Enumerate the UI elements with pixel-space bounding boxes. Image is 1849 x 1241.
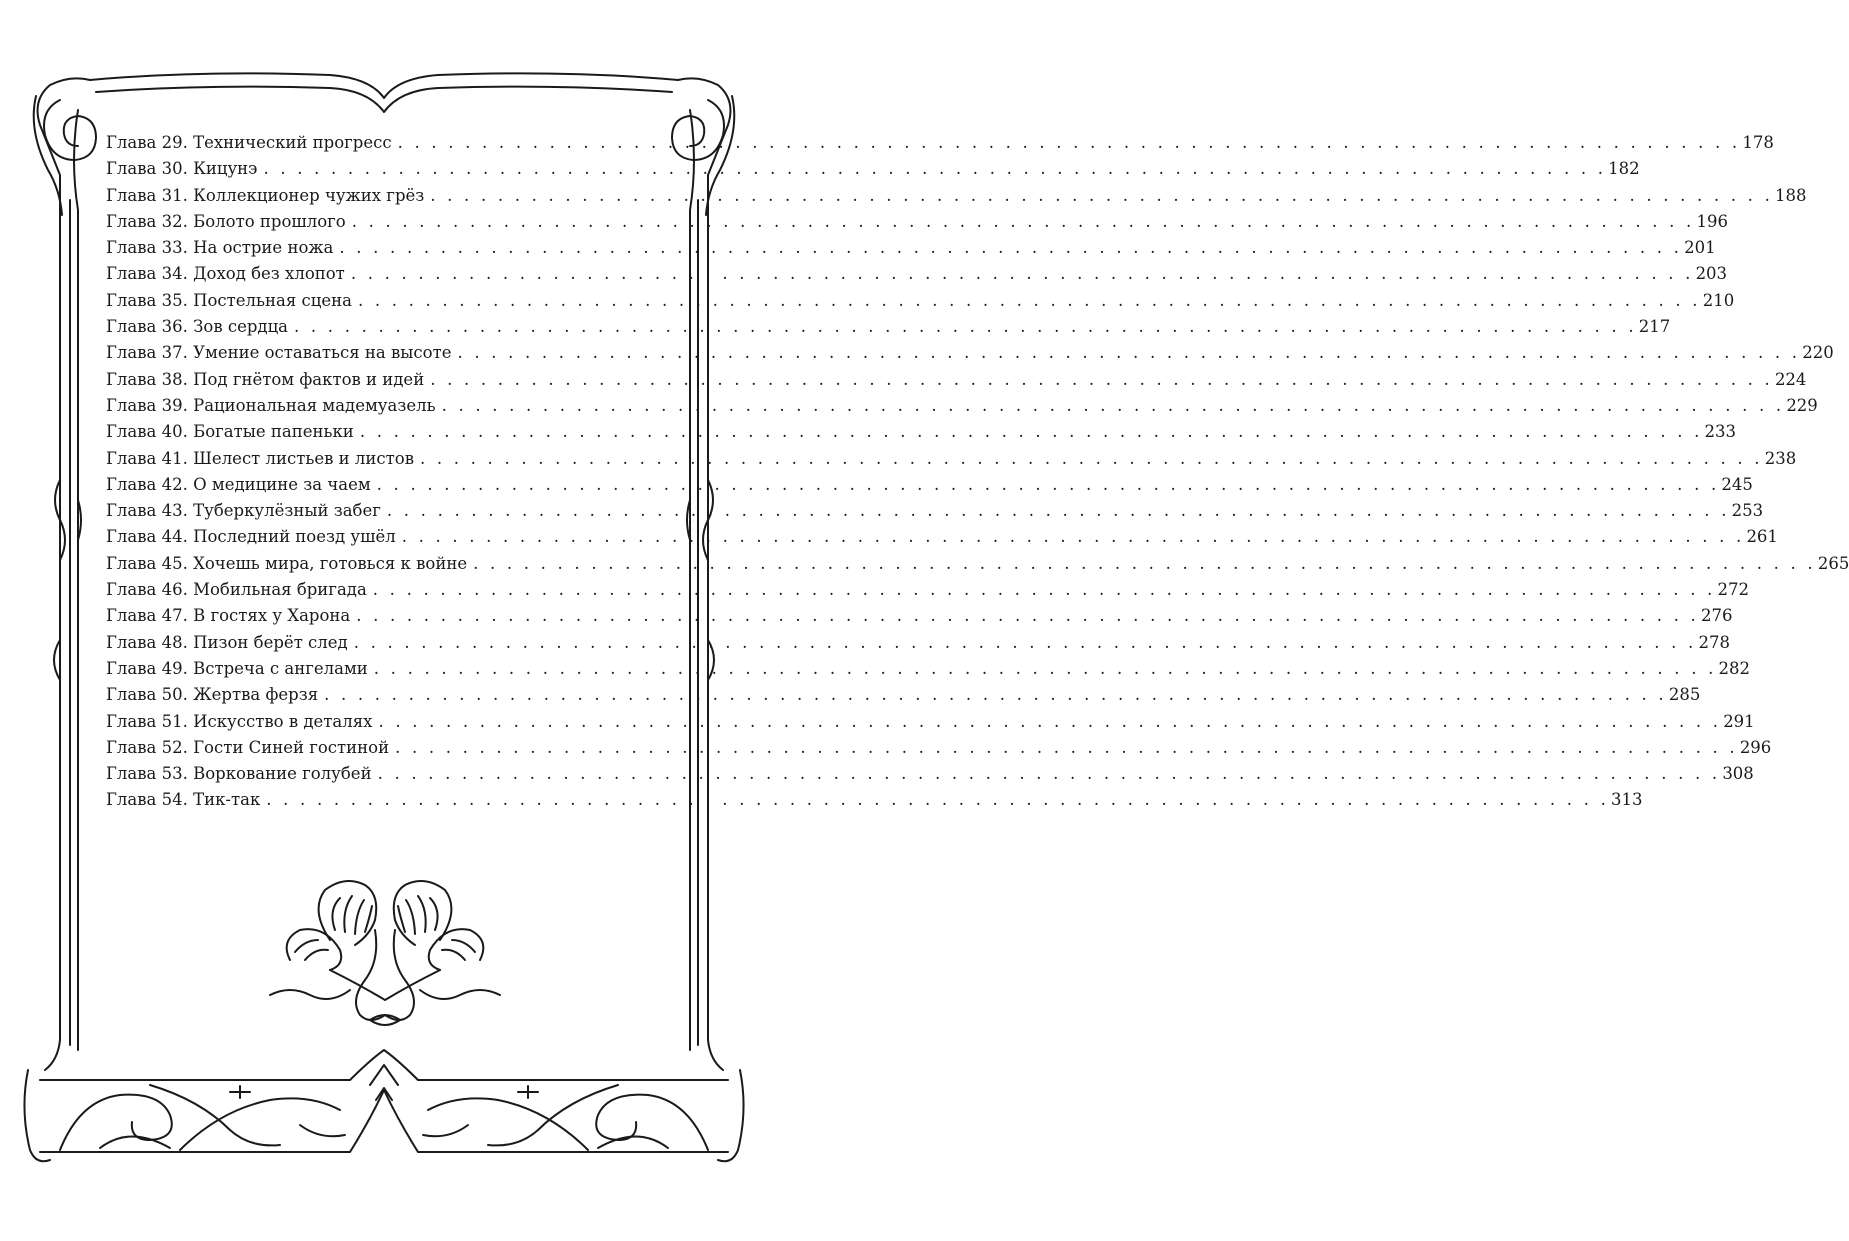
- toc-leader-dots: . . . . . . . . . . . . . . . . . . . . . . . . . . . . . . . . . . . . . . . . . . . . . . . . . . . . . . . . . . . . . . . . . . . . . . . . . . . . . . . .: [294, 317, 1637, 337]
- toc-entry: [106, 130, 1774, 156]
- toc-leader-dots: . . . . . . . . . . . . . . . . . . . . . . . . . . . . . . . . . . . . . . . . . . . . . . . . . . . . . . . . . . . . . . . . . . . . . . . . . . . . . . . .: [420, 448, 1763, 468]
- toc-leader-dots: . . . . . . . . . . . . . . . . . . . . . . . . . . . . . . . . . . . . . . . . . . . . . . . . . . . . . . . . . . . . . . . . . . . . . . . . . . . . . . . .: [386, 501, 1730, 521]
- toc-entry: [106, 761, 1754, 787]
- toc-leader-dots: . . . . . . . . . . . . . . . . . . . . . . . . . . . . . . . . . . . . . . . . . . . . . . . . . . . . . . . . . . . . . . . . . . . . . . . . . . . . . . . .: [357, 290, 1701, 310]
- toc-entry-page: 182: [1608, 159, 1640, 179]
- table-of-contents: [106, 130, 1849, 814]
- toc-leader-dots: . . . . . . . . . . . . . . . . . . . . . . . . . . . . . . . . . . . . . . . . . . . . . . . . . . . . . . . . . . . . . . . . . . . . . . . . . . . . . . . .: [473, 553, 1816, 573]
- toc-leader-dots: . . . . . . . . . . . . . . . . . . . . . . . . . . . . . . . . . . . . . . . . . . . . . . . . . . . . . . . . . . . . . . . . . . . . . . . . . . . . . . . .: [377, 764, 1721, 784]
- toc-entry-title: Глава 41. Шелест листьев и листов: [106, 448, 414, 468]
- toc-entry-page: 233: [1704, 422, 1737, 442]
- toc-entry-page: 265: [1817, 553, 1849, 573]
- toc-leader-dots: . . . . . . . . . . . . . . . . . . . . . . . . . . . . . . . . . . . . . . . . . . . . . . . . . . . . . . . . . . . . . . . . . . . . . . . . . . . . . . . .: [430, 369, 1773, 389]
- toc-entry-title: Глава 53. Воркование голубей: [106, 764, 372, 784]
- toc-entry-page: 210: [1702, 290, 1735, 310]
- toc-entry: [106, 209, 1728, 235]
- toc-entry-page: 178: [1742, 133, 1774, 152]
- toc-entry-title: Глава 43. Туберкулёзный забег: [106, 501, 381, 521]
- toc-entry-title: Глава 34. Доход без хлопот: [106, 264, 345, 284]
- toc-entry: [106, 498, 1764, 524]
- toc-entry: [106, 314, 1671, 340]
- toc-entry-page: 308: [1722, 764, 1754, 784]
- toc-entry-title: Глава 48. Пизон берёт след: [106, 632, 348, 652]
- toc-leader-dots: . . . . . . . . . . . . . . . . . . . . . . . . . . . . . . . . . . . . . . . . . . . . . . . . . . . . . . . . . . . . . . . . . . . . . . . . . . . . . . . .: [351, 211, 1695, 231]
- toc-entry-page: 282: [1718, 658, 1751, 678]
- toc-entry-page: 203: [1695, 264, 1728, 284]
- toc-leader-dots: . . . . . . . . . . . . . . . . . . . . . . . . . . . . . . . . . . . . . . . . . . . . . . . . . . . . . . . . . . . . . . . . . . . . . . . . . . . . . . . .: [378, 711, 1722, 731]
- toc-entry-title: Глава 29. Технический прогресс: [106, 133, 392, 152]
- toc-entry: [106, 656, 1751, 682]
- toc-entry: [106, 524, 1778, 550]
- toc-entry-title: Глава 38. Под гнётом фактов и идей: [106, 369, 425, 389]
- toc-entry: [106, 603, 1733, 629]
- floral-ornament-icon: [270, 870, 500, 1030]
- toc-entry-title: Глава 37. Умение оставаться на высоте: [106, 343, 452, 363]
- toc-entry-title: Глава 51. Искусство в деталях: [106, 711, 373, 731]
- toc-entry-title: Глава 45. Хочешь мира, готовься к войне: [106, 553, 468, 573]
- toc-entry-page: 272: [1717, 580, 1750, 600]
- frame-top-edge: [90, 73, 678, 98]
- toc-leader-dots: . . . . . . . . . . . . . . . . . . . . . . . . . . . . . . . . . . . . . . . . . . . . . . . . . . . . . . . . . . . . . . . . . . . . . . . . . . . . . . . .: [353, 632, 1697, 652]
- toc-entry: [106, 235, 1716, 261]
- toc-entry: [106, 183, 1807, 209]
- toc-entry-page: 313: [1611, 790, 1643, 810]
- toc-leader-dots: . . . . . . . . . . . . . . . . . . . . . . . . . . . . . . . . . . . . . . . . . . . . . . . . . . . . . . . . . . . . . . . . . . . . . . . . . . . . . . . .: [263, 159, 1607, 179]
- toc-entry-title: Глава 46. Мобильная бригада: [106, 580, 367, 600]
- toc-entry-page: 296: [1739, 737, 1772, 757]
- toc-leader-dots: . . . . . . . . . . . . . . . . . . . . . . . . . . . . . . . . . . . . . . . . . . . . . . . . . . . . . . . . . . . . . . . . . . . . . . . . . . . . . . . .: [397, 133, 1741, 152]
- toc-entry: [106, 419, 1737, 445]
- toc-entry-title: Глава 30. Кицунэ: [106, 159, 258, 179]
- toc-entry-title: Глава 42. О медицине за чаем: [106, 474, 371, 494]
- toc-leader-dots: . . . . . . . . . . . . . . . . . . . . . . . . . . . . . . . . . . . . . . . . . . . . . . . . . . . . . . . . . . . . . . . . . . . . . . . . . . . . . . . .: [441, 395, 1785, 415]
- toc-entry-title: Глава 49. Встреча с ангелами: [106, 658, 368, 678]
- toc-leader-dots: . . . . . . . . . . . . . . . . . . . . . . . . . . . . . . . . . . . . . . . . . . . . . . . . . . . . . . . . . . . . . . . . . . . . . . . . . . . . . . . .: [359, 422, 1703, 442]
- toc-leader-dots: . . . . . . . . . . . . . . . . . . . . . . . . . . . . . . . . . . . . . . . . . . . . . . . . . . . . . . . . . . . . . . . . . . . . . . . . . . . . . . . .: [356, 606, 1699, 626]
- toc-entry-page: 220: [1802, 343, 1834, 363]
- toc-entry-page: 196: [1696, 211, 1728, 231]
- frame-inner-left: [74, 110, 78, 1050]
- toc-entry-page: 229: [1786, 395, 1818, 415]
- toc-entry-page: 285: [1668, 685, 1701, 705]
- toc-entry: [106, 472, 1753, 498]
- toc-entry-title: Глава 47. В гостях у Харона: [106, 606, 351, 626]
- toc-entry-title: Глава 33. На острие ножа: [106, 238, 334, 258]
- toc-entry-page: 201: [1684, 238, 1716, 258]
- toc-entry: [106, 551, 1849, 577]
- toc-leader-dots: . . . . . . . . . . . . . . . . . . . . . . . . . . . . . . . . . . . . . . . . . . . . . . . . . . . . . . . . . . . . . . . . . . . . . . . . . . . . . . . .: [395, 737, 1738, 757]
- toc-entry-title: Глава 35. Постельная сцена: [106, 290, 352, 310]
- toc-entry-page: 253: [1731, 501, 1764, 521]
- toc-entry: [106, 367, 1807, 393]
- frame-corner-scroll-tl: [44, 100, 96, 160]
- toc-entry-title: Глава 52. Гости Синей гостиной: [106, 737, 390, 757]
- toc-entry-page: 278: [1698, 632, 1730, 652]
- toc-entry: [106, 682, 1701, 708]
- toc-entry-page: 261: [1746, 527, 1778, 547]
- toc-leader-dots: . . . . . . . . . . . . . . . . . . . . . . . . . . . . . . . . . . . . . . . . . . . . . . . . . . . . . . . . . . . . . . . . . . . . . . . . . . . . . . . .: [457, 343, 1801, 363]
- toc-entry-page: 238: [1764, 448, 1797, 468]
- toc-entry-page: 217: [1638, 317, 1671, 337]
- toc-entry-page: 291: [1723, 711, 1755, 731]
- toc-entry-page: 276: [1700, 606, 1733, 626]
- toc-entry: [106, 261, 1728, 287]
- toc-leader-dots: . . . . . . . . . . . . . . . . . . . . . . . . . . . . . . . . . . . . . . . . . . . . . . . . . . . . . . . . . . . . . . . . . . . . . . . . . . . . . . . .: [372, 580, 1716, 600]
- toc-entry: [106, 577, 1750, 603]
- toc-entry: [106, 787, 1643, 813]
- toc-entry: [106, 340, 1834, 366]
- toc-entry-page: 188: [1775, 185, 1807, 205]
- toc-entry-page: 224: [1774, 369, 1807, 389]
- toc-leader-dots: . . . . . . . . . . . . . . . . . . . . . . . . . . . . . . . . . . . . . . . . . . . . . . . . . . . . . . . . . . . . . . . . . . . . . . . . . . . . . . . .: [373, 658, 1717, 678]
- toc-entry-title: Глава 32. Болото прошлого: [106, 211, 346, 231]
- toc-leader-dots: . . . . . . . . . . . . . . . . . . . . . . . . . . . . . . . . . . . . . . . . . . . . . . . . . . . . . . . . . . . . . . . . . . . . . . . . . . . . . . . .: [324, 685, 1667, 705]
- toc-entry-page: 245: [1721, 474, 1753, 494]
- toc-leader-dots: . . . . . . . . . . . . . . . . . . . . . . . . . . . . . . . . . . . . . . . . . . . . . . . . . . . . . . . . . . . . . . . . . . . . . . . . . . . . . . . .: [266, 790, 1610, 810]
- toc-entry-title: Глава 31. Коллекционер чужих грёз: [106, 185, 425, 205]
- toc-entry-title: Глава 44. Последний поезд ушёл: [106, 527, 396, 547]
- toc-leader-dots: . . . . . . . . . . . . . . . . . . . . . . . . . . . . . . . . . . . . . . . . . . . . . . . . . . . . . . . . . . . . . . . . . . . . . . . . . . . . . . . .: [376, 474, 1720, 494]
- toc-entry-title: Глава 40. Богатые папеньки: [106, 422, 354, 442]
- toc-leader-dots: . . . . . . . . . . . . . . . . . . . . . . . . . . . . . . . . . . . . . . . . . . . . . . . . . . . . . . . . . . . . . . . . . . . . . . . . . . . . . . . .: [350, 264, 1694, 284]
- toc-entry-title: Глава 39. Рациональная мадемуазель: [106, 395, 436, 415]
- toc-entry: [106, 446, 1797, 472]
- toc-entry: [106, 735, 1772, 761]
- toc-entry-title: Глава 50. Жертва ферзя: [106, 685, 319, 705]
- toc-leader-dots: . . . . . . . . . . . . . . . . . . . . . . . . . . . . . . . . . . . . . . . . . . . . . . . . . . . . . . . . . . . . . . . . . . . . . . . . . . . . . . . .: [430, 185, 1774, 205]
- toc-entry: [106, 709, 1755, 735]
- toc-entry-title: Глава 54. Тик-так: [106, 790, 261, 810]
- toc-entry: [106, 156, 1640, 182]
- toc-entry-title: Глава 36. Зов сердца: [106, 317, 289, 337]
- toc-leader-dots: . . . . . . . . . . . . . . . . . . . . . . . . . . . . . . . . . . . . . . . . . . . . . . . . . . . . . . . . . . . . . . . . . . . . . . . . . . . . . . . .: [339, 238, 1683, 258]
- toc-entry: [106, 630, 1730, 656]
- toc-leader-dots: . . . . . . . . . . . . . . . . . . . . . . . . . . . . . . . . . . . . . . . . . . . . . . . . . . . . . . . . . . . . . . . . . . . . . . . . . . . . . . . .: [401, 527, 1745, 547]
- toc-entry: [106, 288, 1735, 314]
- toc-entry: [106, 393, 1818, 419]
